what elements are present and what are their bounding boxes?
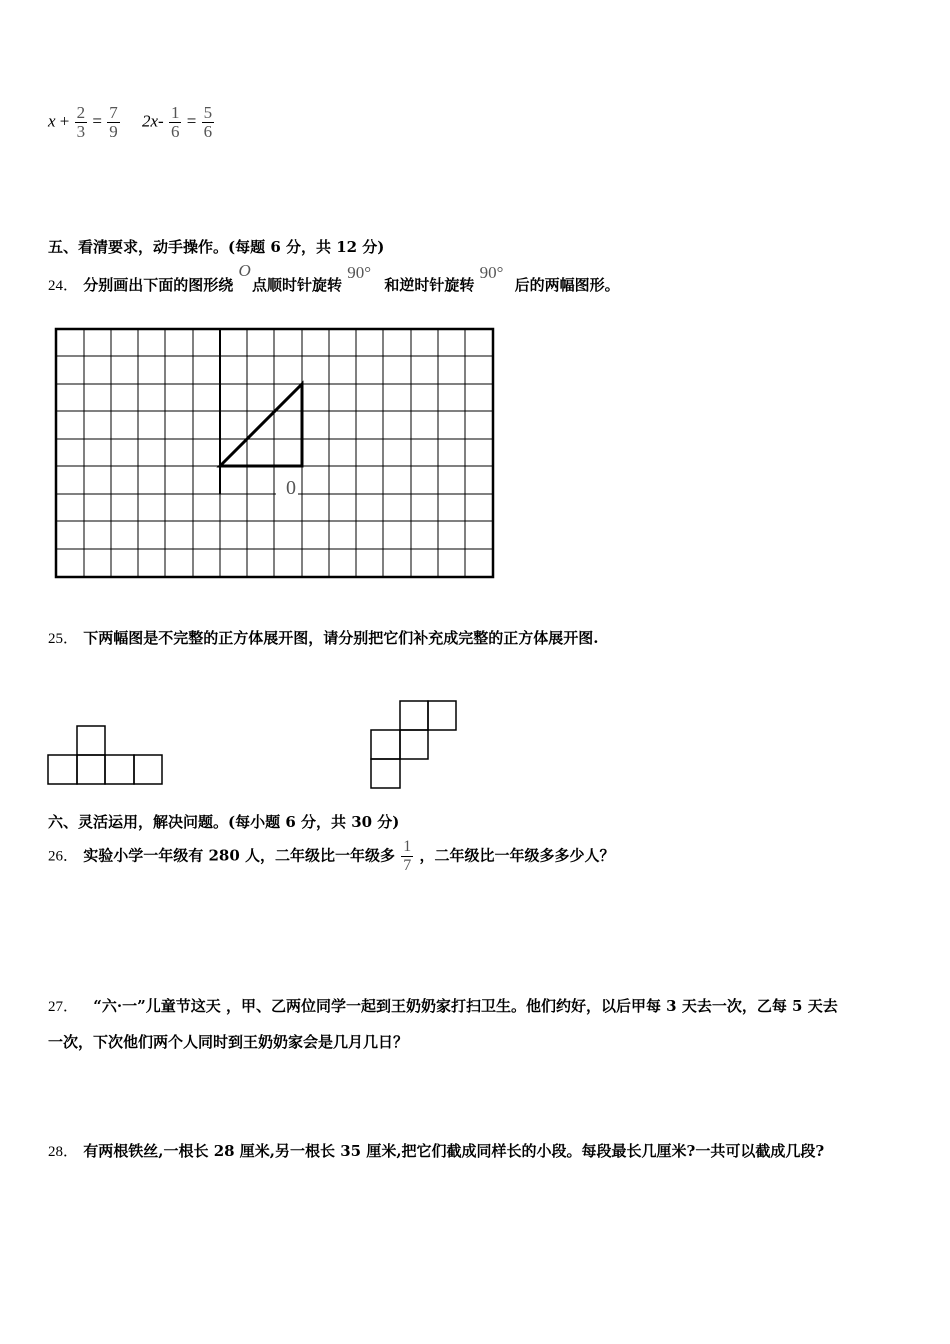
question-27-line-1 bbox=[48, 995, 838, 1016]
q24-text-a: 分别画出下面的图形绕 bbox=[83, 276, 234, 294]
eq2-fraction-left bbox=[169, 104, 182, 141]
q24-number: 24． bbox=[48, 278, 79, 294]
q24-angle-2: 90° bbox=[479, 263, 504, 282]
eq1-den2: 9 bbox=[109, 122, 118, 141]
q26-fraction bbox=[401, 838, 413, 875]
q28-text: 有两根铁丝,一根长 28 厘米,另一根长 35 厘米,把它们截成同样长的小段。每段最长几厘米?一共可以截成几段? bbox=[83, 1142, 825, 1160]
eq2-num1: 1 bbox=[170, 103, 180, 122]
q26-number: 26． bbox=[48, 848, 79, 865]
eq1-num1: 2 bbox=[76, 103, 86, 122]
grid-lines bbox=[56, 329, 493, 577]
eq2-num2: 5 bbox=[203, 103, 213, 122]
eq1-var: x bbox=[48, 111, 56, 131]
eq1-fraction-right bbox=[107, 104, 120, 141]
q26-frac-num: 1 bbox=[403, 838, 412, 855]
equation-2 bbox=[142, 104, 215, 141]
section-6-title: 六、灵活运用，解决问题。(每小题 6 分，共 30 分) bbox=[48, 813, 400, 831]
eq1-op: + bbox=[59, 111, 70, 131]
rotation-grid bbox=[54, 327, 496, 580]
question-28 bbox=[48, 1140, 824, 1161]
cube-net-2 bbox=[370, 700, 460, 792]
q26-text-a: 实验小学一年级有 280 人，二年级比一年级多 bbox=[83, 846, 396, 865]
q24-point: O bbox=[238, 261, 251, 280]
question-27-line-2: 一次，下次他们两个人同时到王奶奶家会是几月几日？ bbox=[48, 1033, 409, 1051]
q28-number: 28． bbox=[48, 1144, 79, 1160]
eq2-den1: 6 bbox=[170, 122, 180, 141]
question-26 bbox=[48, 838, 615, 875]
eq2-den2: 6 bbox=[203, 122, 213, 141]
eq1-den1: 3 bbox=[76, 122, 86, 141]
q24-text-b: 点顺时针旋转 bbox=[252, 276, 343, 294]
q24-text-c: 和逆时针旋转 bbox=[384, 276, 475, 294]
point-o-label: 0 bbox=[286, 477, 296, 499]
eq1-num2: 7 bbox=[109, 103, 118, 122]
eq1-fraction-left bbox=[75, 104, 88, 141]
section-5-title: 五、看清要求，动手操作。(每题 6 分，共 12 分) bbox=[48, 238, 385, 256]
eq2-fraction-right bbox=[202, 104, 215, 141]
q24-text-d: 后的两幅图形。 bbox=[514, 276, 620, 294]
q25-text: 下两幅图是不完整的正方体展开图，请分别把它们补充成完整的正方体展开图. bbox=[83, 629, 599, 647]
eq2-op: - bbox=[158, 111, 164, 131]
question-25 bbox=[48, 627, 598, 648]
q27-number: 27． bbox=[48, 999, 79, 1015]
eq2-coef: 2x bbox=[142, 111, 159, 131]
q24-angle-1: 90° bbox=[347, 263, 372, 282]
eq1-equals: = bbox=[92, 111, 102, 131]
q26-text-b: ，二年级比一年级多多少人？ bbox=[419, 846, 615, 865]
cube-net-1 bbox=[47, 725, 165, 787]
q27-line-1: “六·一”儿童节这天 ，甲、乙两位同学一起到王奶奶家打扫卫生。他们约好，以后甲每 3 天去一次，乙每 5 天去 bbox=[93, 997, 838, 1015]
equation-1 bbox=[48, 104, 121, 141]
triangle-shape bbox=[220, 384, 302, 466]
eq2-equals: = bbox=[186, 111, 197, 131]
question-24 bbox=[48, 261, 620, 295]
q26-frac-den: 7 bbox=[403, 857, 412, 874]
q25-number: 25． bbox=[48, 631, 79, 647]
